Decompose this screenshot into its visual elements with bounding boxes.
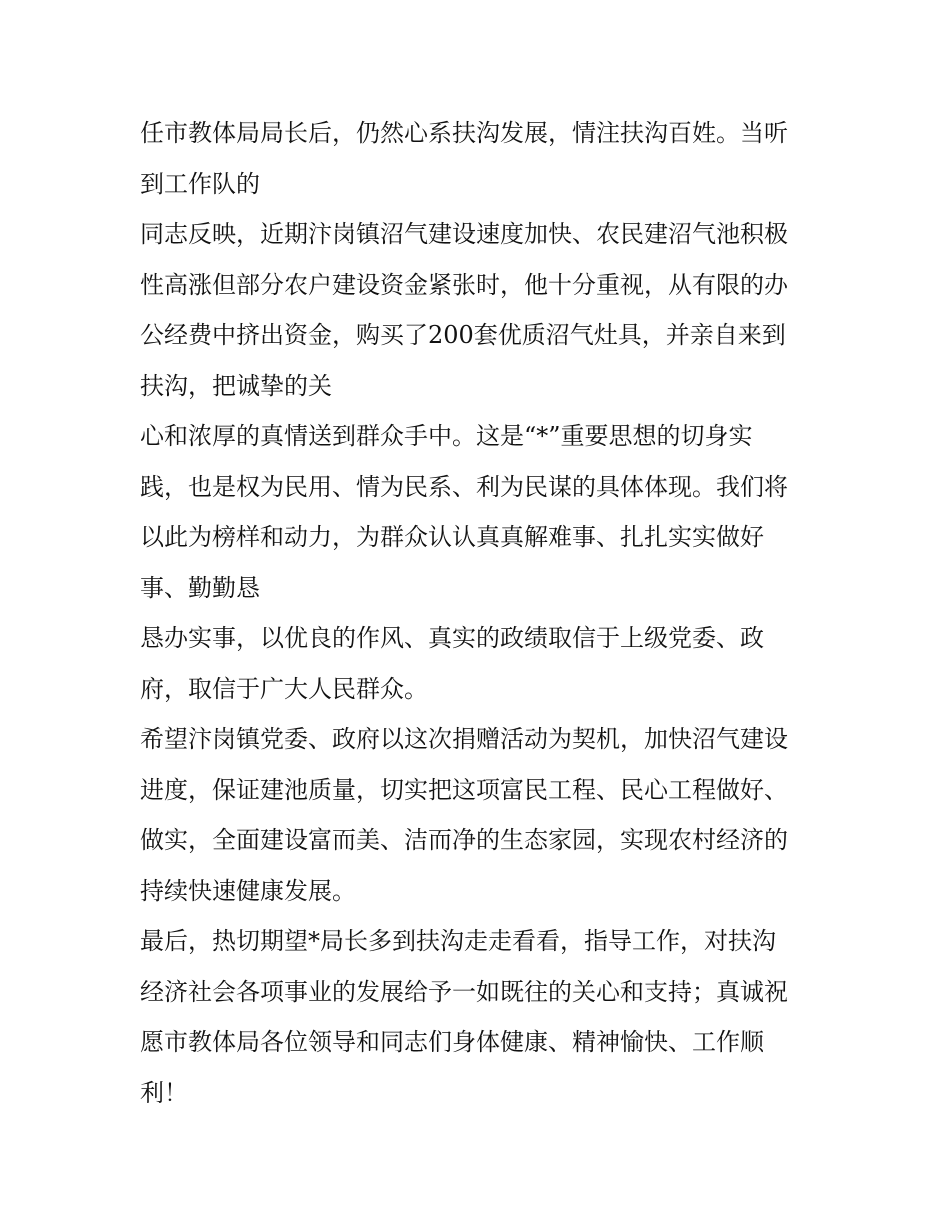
text-line: 心和浓厚的真情送到群众手中。这是“*”重要思想的切身实 [140,422,753,450]
text-line: 经济社会各项事业的发展给予一如既往的关心和支持；真诚祝 [140,977,788,1006]
text-line: 进度，保证建池质量，切实把这项富民工程、民心工程做好、 [140,775,788,804]
text-line: 事、勤勤恳 [140,573,260,602]
text-line: 践，也是权为民用、情为民系、利为民谋的具体体现。我们将 [140,472,788,501]
text-line: 以此为榜样和动力，为群众认认真真解难事、扎扎实实做好 [140,523,764,551]
text-line: 愿市教体局各位领导和同志们身体健康、精神愉快、工作顺 [140,1028,764,1056]
text-line: 到工作队的 [140,169,260,198]
text-line: 扶沟，把诚挚的关 [140,371,332,400]
text-line: 同志反映，近期汴岗镇沼气建设速度加快、农民建沼气池积极 [140,220,788,248]
text-line: 最后，热切期望*局长多到扶沟走走看看，指导工作，对扶沟 [140,927,776,955]
document-body [140,108,820,1118]
text-line: 府，取信于广大人民群众。 [140,674,428,703]
text-line: 利！ [140,1078,188,1107]
text-line: 恳办实事，以优良的作风、真实的政绩取信于上级党委、政 [140,624,764,652]
text-line: 做实，全面建设富而美、洁而净的生态家园，实现农村经济的 [140,826,788,854]
text-line: 公经费中挤出资金，购买了200套优质沼气灶具，并亲自来到 [140,321,786,349]
text-line: 希望汴岗镇党委、政府以这次捐赠活动为契机，加快沼气建设 [140,725,788,753]
text-line: 性高涨但部分农户建设资金紧张时，他十分重视，从有限的办 [140,270,788,299]
text-line: 持续快速健康发展。 [140,876,356,905]
text-line: 任市教体局局长后，仍然心系扶沟发展，情注扶沟百姓。当听 [140,119,788,147]
